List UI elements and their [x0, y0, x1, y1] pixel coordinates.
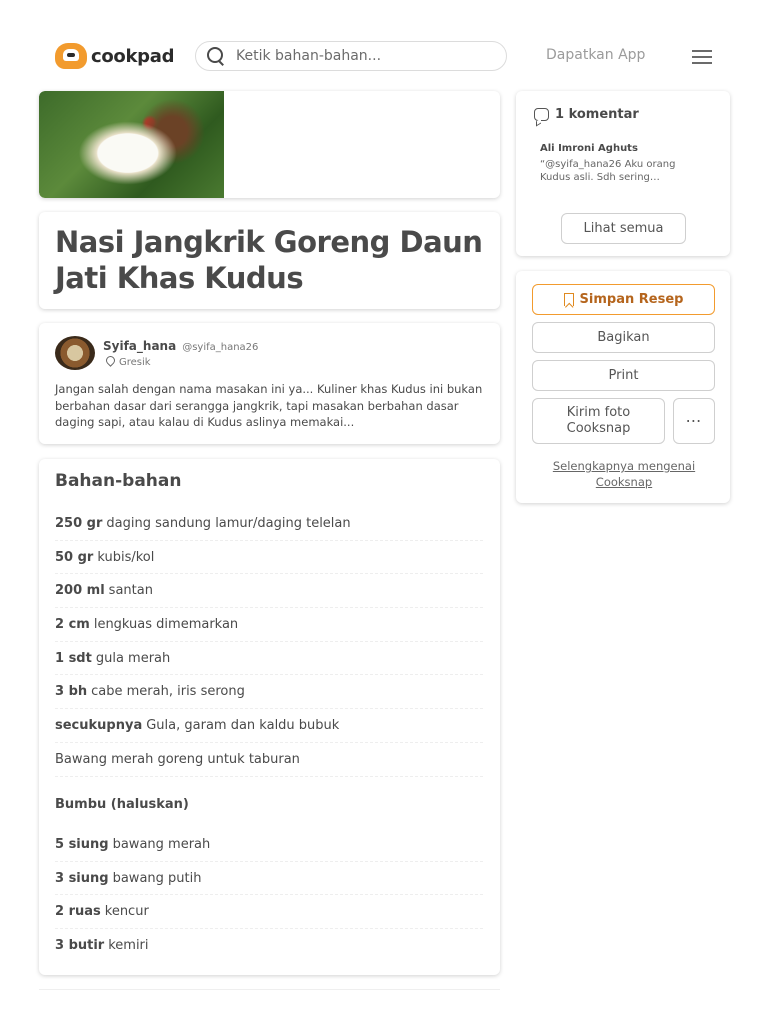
ingredient-item: 3 bh cabe merah, iris serong [55, 675, 483, 709]
ingredient-item: 250 gr daging sandung lamur/daging telelan [55, 507, 483, 541]
more-options-icon[interactable]: ⋯ [673, 398, 715, 444]
next-section-divider [39, 989, 500, 999]
save-recipe-button[interactable] [532, 284, 715, 315]
comments-header [534, 107, 639, 122]
recipe-photo-card [39, 91, 500, 198]
print-button[interactable]: Print [532, 360, 715, 391]
cookpad-logo[interactable] [55, 43, 174, 69]
ingredients-heading: Bahan-bahan [55, 471, 182, 491]
recipe-actions-card [516, 271, 730, 503]
chef-hat-icon [55, 43, 87, 69]
see-all-comments-button[interactable]: Lihat semua [561, 213, 686, 244]
comments-count: 1 komentar [555, 107, 639, 122]
ingredient-item: 3 butir kemiri [55, 938, 149, 954]
search-icon [206, 46, 226, 66]
search-bar[interactable] [195, 41, 507, 71]
location-text: Gresik [119, 356, 151, 368]
ingredient-item: 2 ruas kencur [55, 895, 483, 929]
location-pin-icon [105, 356, 115, 368]
ingredient-item: secukupnya Gula, garam dan kaldu bubuk [55, 709, 483, 743]
recipe-title: Nasi Jangkrik Goreng Daun Jati Khas Kudus [55, 225, 483, 295]
bookmark-icon [564, 293, 574, 306]
author-name[interactable]: Syifa_hana [103, 339, 177, 353]
comment-icon [534, 108, 549, 121]
ingredient-item: 3 siung bawang putih [55, 862, 483, 896]
ingredient-item: 1 sdt gula merah [55, 642, 483, 676]
send-cooksnap-button[interactable]: Kirim foto Cooksnap [532, 398, 665, 444]
ingredients-sublist [55, 828, 483, 963]
search-input[interactable] [236, 48, 486, 64]
author-handle: @syifa_hana26 [182, 342, 259, 353]
comments-card [516, 91, 730, 256]
ingredient-item: Bawang merah goreng untuk taburan [55, 743, 483, 777]
learn-more-cooksnap-link[interactable]: Selengkapnya mengenai Cooksnap [552, 459, 696, 489]
top-header [0, 0, 768, 90]
recipe-title-card [39, 212, 500, 309]
recipe-photo[interactable] [39, 91, 224, 198]
author-location [105, 356, 151, 368]
author-name-row[interactable] [103, 339, 258, 353]
get-app-link[interactable]: Dapatkan App [546, 47, 646, 63]
author-avatar[interactable] [55, 336, 95, 370]
ingredients-list [55, 507, 483, 777]
save-recipe-label: Simpan Resep [579, 291, 684, 307]
comment-text[interactable]: “@syifa_hana26 Aku orang Kudus asli. Sdh sering… [540, 159, 676, 183]
author-card [39, 323, 500, 444]
commenter-name[interactable]: Ali Imroni Aghuts [540, 143, 638, 154]
ingredient-section-title: Bumbu (haluskan) [55, 797, 189, 812]
ingredients-card [39, 459, 500, 975]
brand-name: cookpad [91, 45, 175, 67]
ingredient-item: 5 siung bawang merah [55, 828, 483, 862]
recipe-description[interactable]: Jangan salah dengan nama masakan ini ya... Kuliner khas Kudus ini bukan berbahan dasar dari serangga jangkrik, tapi masakan berbahan dasar daging sapi, atau kalau di Kudus aslinya memakai... [55, 382, 483, 429]
ingredient-item: 200 ml santan [55, 574, 483, 608]
ingredient-item: 2 cm lengkuas dimemarkan [55, 608, 483, 642]
share-button[interactable]: Bagikan [532, 322, 715, 353]
hamburger-menu-icon[interactable] [692, 50, 712, 64]
ingredient-item: 50 gr kubis/kol [55, 541, 483, 575]
